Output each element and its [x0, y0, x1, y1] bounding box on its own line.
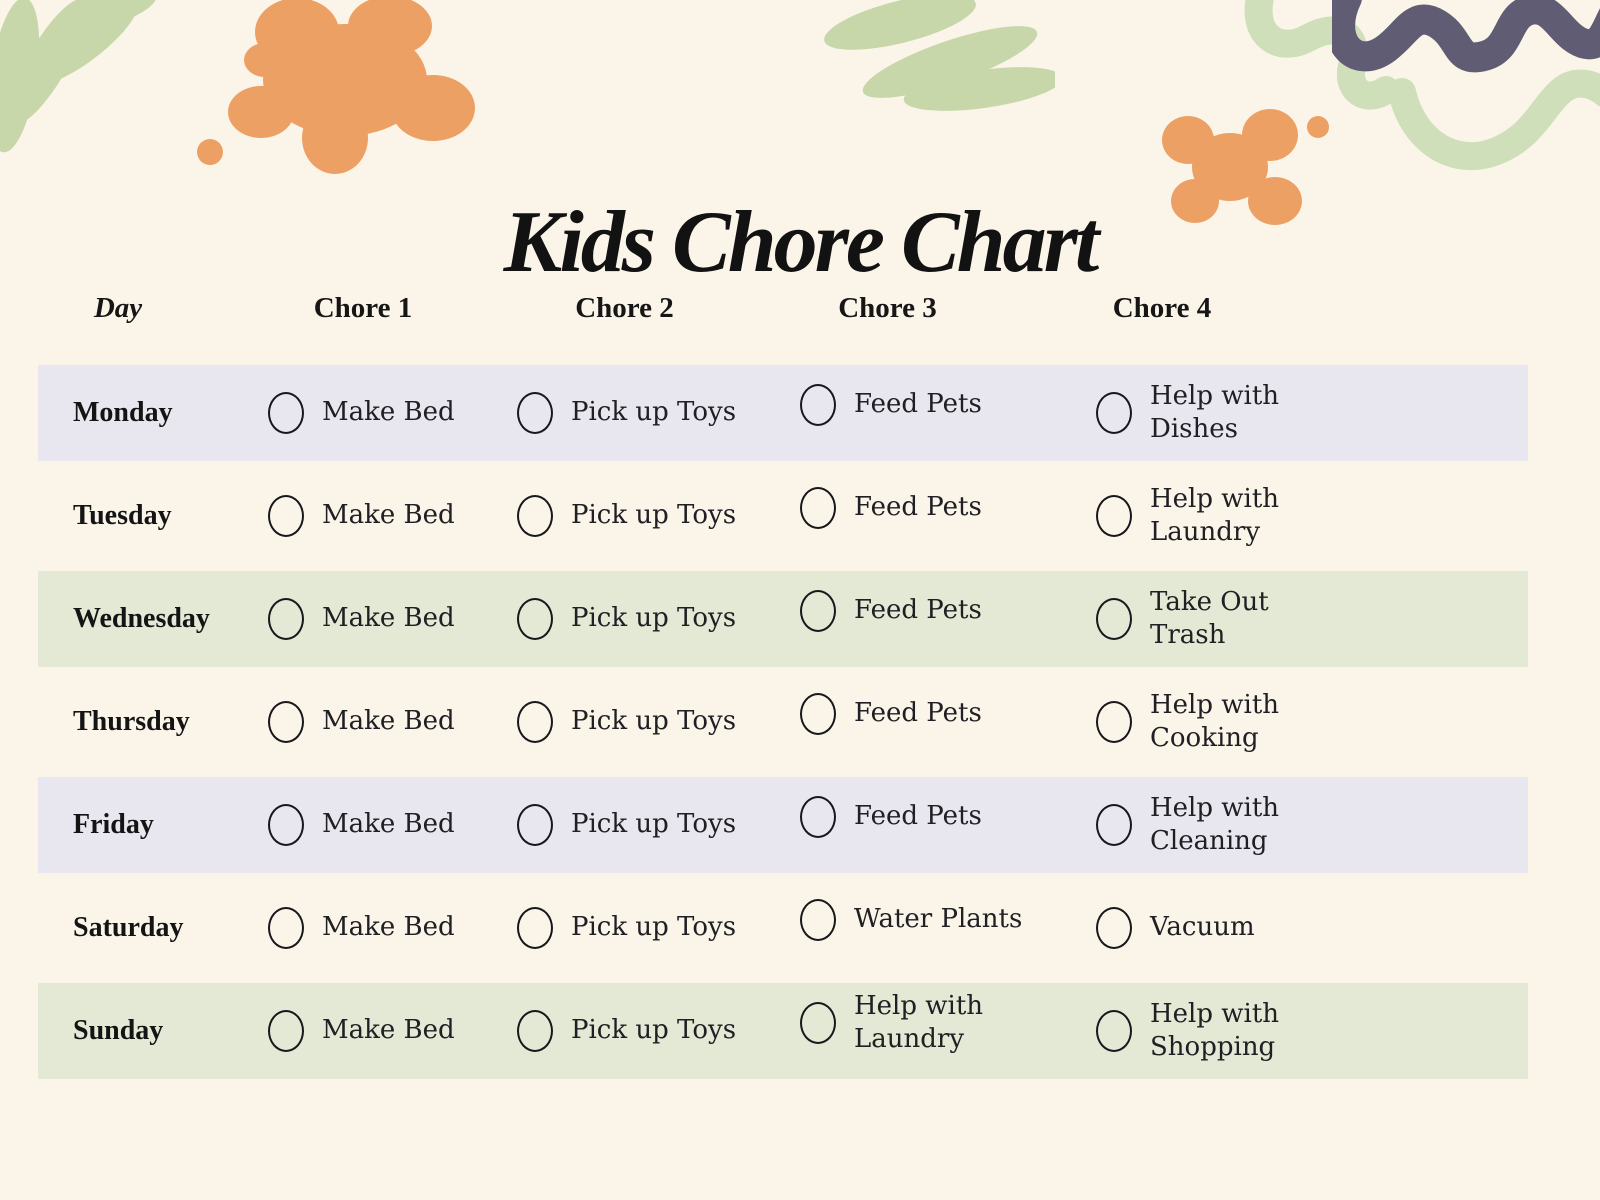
- table-row-monday: [38, 365, 1528, 461]
- chore-label: Help with Cleaning: [1150, 792, 1280, 856]
- chore-checkbox[interactable]: [268, 804, 304, 846]
- chore-cell: [268, 804, 517, 846]
- page-title: Kids Chore Chart: [503, 193, 1097, 291]
- chore-label: Vacuum: [1150, 912, 1255, 943]
- chore-label: Pick up Toys: [571, 912, 737, 943]
- day-label: Monday: [73, 397, 173, 428]
- chore-cell: [517, 1010, 800, 1052]
- chore-cell: [1096, 689, 1528, 756]
- chore-label: Help with Laundry: [1150, 483, 1280, 547]
- chore-cell: [800, 693, 1096, 735]
- day-label: Friday: [73, 809, 154, 840]
- chore-label: Pick up Toys: [571, 1015, 737, 1046]
- header-chore-2: Chore 2: [575, 291, 674, 324]
- chore-checkbox[interactable]: [1096, 598, 1132, 640]
- chore-label: Feed Pets: [854, 389, 982, 420]
- chore-cell: [1096, 792, 1528, 859]
- day-label: Tuesday: [73, 500, 172, 531]
- table-row-sunday: [38, 983, 1528, 1079]
- chore-checkbox[interactable]: [800, 487, 836, 529]
- chore-checkbox[interactable]: [800, 796, 836, 838]
- chore-checkbox[interactable]: [800, 1002, 836, 1044]
- header-chore-1: Chore 1: [313, 291, 413, 324]
- table-row-thursday: [38, 674, 1528, 770]
- chore-checkbox[interactable]: [800, 693, 836, 735]
- chore-checkbox[interactable]: [800, 899, 836, 941]
- chore-cell: [800, 487, 1096, 529]
- chore-checkbox[interactable]: [1096, 907, 1132, 949]
- chore-checkbox[interactable]: [517, 598, 553, 640]
- squiggle-icon: [1332, 0, 1600, 110]
- chore-label: Make Bed: [322, 603, 455, 634]
- chore-label: Make Bed: [322, 706, 455, 737]
- chore-checkbox[interactable]: [517, 1010, 553, 1052]
- chore-cell: [800, 899, 1096, 941]
- day-label: Wednesday: [73, 603, 210, 634]
- chore-label: Make Bed: [322, 912, 455, 943]
- chore-label: Make Bed: [322, 500, 455, 531]
- table-row-wednesday: [38, 571, 1528, 667]
- chore-checkbox[interactable]: [800, 590, 836, 632]
- chore-cell: [268, 1010, 517, 1052]
- chore-cell: [268, 701, 517, 743]
- chore-checkbox[interactable]: [800, 384, 836, 426]
- chore-checkbox[interactable]: [517, 495, 553, 537]
- chore-cell: [1096, 907, 1528, 949]
- header-day: Day: [93, 291, 143, 324]
- chore-cell: [517, 907, 800, 949]
- chore-cell: [517, 495, 800, 537]
- day-label: Sunday: [73, 1015, 164, 1046]
- chore-label: Feed Pets: [854, 801, 982, 832]
- chore-cell: [268, 907, 517, 949]
- chore-label: Feed Pets: [854, 595, 982, 626]
- chore-checkbox[interactable]: [1096, 392, 1132, 434]
- chore-cell: [268, 392, 517, 434]
- chore-checkbox[interactable]: [1096, 701, 1132, 743]
- table-row-friday: [38, 777, 1528, 873]
- chore-label: Make Bed: [322, 1015, 455, 1046]
- chore-checkbox[interactable]: [517, 701, 553, 743]
- chore-cell: [517, 598, 800, 640]
- chore-checkbox[interactable]: [517, 907, 553, 949]
- chore-cell: [1096, 483, 1528, 550]
- chore-cell: [517, 392, 800, 434]
- chore-checkbox[interactable]: [268, 392, 304, 434]
- table-row-saturday: [38, 880, 1528, 976]
- chore-cell: [1096, 380, 1528, 447]
- chore-checkbox[interactable]: [268, 701, 304, 743]
- chore-label: Pick up Toys: [571, 397, 737, 428]
- chore-checkbox[interactable]: [268, 907, 304, 949]
- header-chore-4: Chore 4: [1112, 291, 1212, 324]
- leaf-icon: [0, 0, 166, 180]
- chore-cell: [800, 990, 1096, 1057]
- chore-table: [38, 282, 1528, 1086]
- table-row-tuesday: [38, 468, 1528, 564]
- chore-label: Help with Dishes: [1150, 380, 1280, 444]
- chore-label: Water Plants: [854, 904, 1023, 935]
- chore-label: Pick up Toys: [571, 500, 737, 531]
- squiggle-icon: [1240, 0, 1600, 192]
- chore-cell: [800, 384, 1096, 426]
- leaf-icon: [805, 0, 1055, 134]
- chore-cell: [517, 701, 800, 743]
- chore-label: Help with Shopping: [1150, 998, 1280, 1062]
- table-body: [38, 365, 1528, 1079]
- chore-label: Feed Pets: [854, 698, 982, 729]
- chore-cell: [517, 804, 800, 846]
- chore-checkbox[interactable]: [268, 495, 304, 537]
- chore-label: Make Bed: [322, 397, 455, 428]
- chore-label: Make Bed: [322, 809, 455, 840]
- chore-label: Pick up Toys: [571, 809, 737, 840]
- day-label: Thursday: [73, 706, 190, 737]
- chore-checkbox[interactable]: [268, 598, 304, 640]
- paint-splat-icon: [185, 0, 495, 185]
- chore-checkbox[interactable]: [517, 392, 553, 434]
- chore-cell: [800, 590, 1096, 632]
- chore-cell: [1096, 586, 1528, 653]
- chore-label: Help with Cooking: [1150, 689, 1280, 753]
- day-label: Saturday: [73, 912, 184, 943]
- chore-cell: [800, 796, 1096, 838]
- chore-label: Pick up Toys: [571, 706, 737, 737]
- chore-label: Take Out Trash: [1150, 586, 1269, 650]
- chore-checkbox[interactable]: [1096, 1010, 1132, 1052]
- chore-checkbox[interactable]: [1096, 495, 1132, 537]
- chore-label: Feed Pets: [854, 492, 982, 523]
- chore-checkbox[interactable]: [517, 804, 553, 846]
- chore-cell: [268, 495, 517, 537]
- chore-cell: [1096, 998, 1528, 1065]
- header-chore-3: Chore 3: [838, 291, 937, 324]
- chore-label: Pick up Toys: [571, 603, 737, 634]
- chore-checkbox[interactable]: [1096, 804, 1132, 846]
- chore-checkbox[interactable]: [268, 1010, 304, 1052]
- chore-cell: [268, 598, 517, 640]
- chore-label: Help with Laundry: [854, 990, 984, 1054]
